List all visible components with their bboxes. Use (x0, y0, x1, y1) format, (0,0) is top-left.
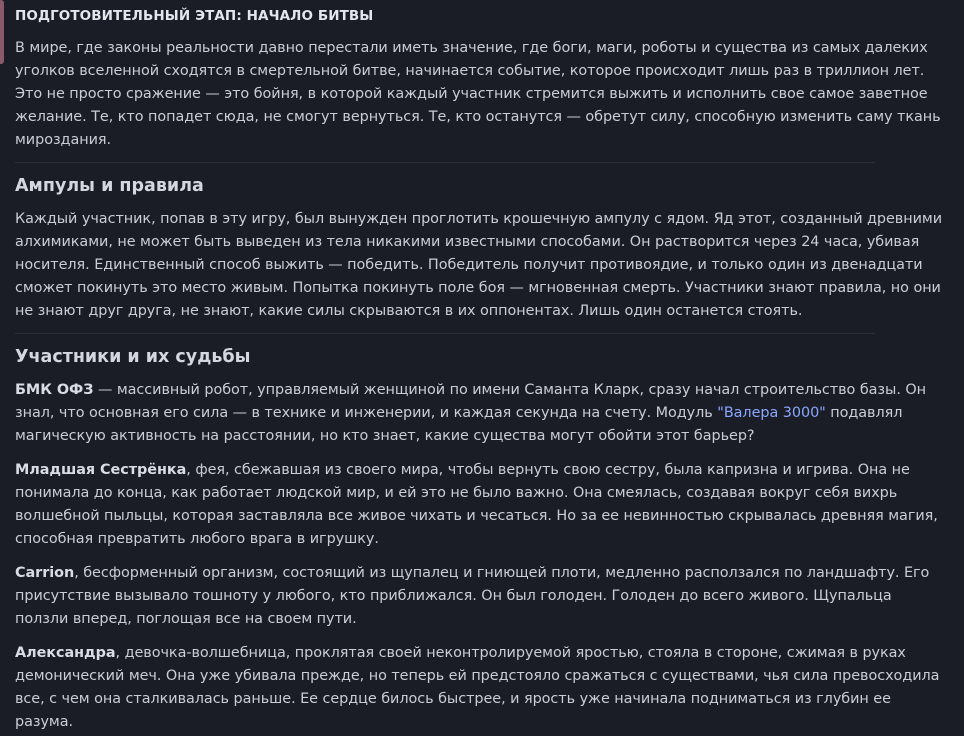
module-link[interactable]: "Валера 3000" (717, 405, 826, 421)
participant-text: , девочка-волшебница, проклятая своей неконтролируемой яростью, стояла в стороне, сжимая в руках демонический меч. Она уже убивала прежде, но теперь ей предстояло сражаться с существами, чья сила превосходила все, с чем она сталкивалась раньше. Ее сердце билось быстрее, и ярость уже начинала подниматься из глубин ее разума. (15, 645, 940, 730)
intro-title: ПОДГОТОВИТЕЛЬНЫЙ ЭТАП: НАЧАЛО БИТВЫ (15, 8, 374, 24)
participant-text: , фея, сбежавшая из своего мира, чтобы вернуть свою сестру, была капризна и игрива. Она не понимала до конца, как работает людской мир, и ей это не было важно. Она смеялась, создавая вокруг себя вихрь волшебной пыльцы, которая заставляла все живое чихать и чесаться. Но за ее невинностью скрывалась древняя магия, способная превратить любого врага в игрушку. (15, 462, 938, 547)
message-content (15, 6, 945, 736)
rules-heading: Ампулы и правила (15, 176, 204, 196)
participant-alexandra (15, 642, 945, 734)
message-accent-bar (0, 0, 4, 64)
participants-heading: Участники и их судьбы (15, 347, 251, 367)
participant-text: подавлял магическую активность на расстоянии, но кто знает, какие существа могут обойти этот барьер? (15, 405, 903, 444)
participant-name: БМК ОФЗ (15, 382, 94, 398)
participant-text: — массивный робот, управляемый женщиной по имени Саманта Кларк, сразу начал строительство базы. Он знал, что основная его сила — в технике и инженерии, и каждая секунда на счету. Модуль (15, 382, 927, 421)
intro-paragraph: В мире, где законы реальности давно перестали иметь значение, где боги, маги, роботы и существа из самых далеких уголков вселенной сходятся в смертельной битве, начинается событие, которое происходит лишь раз в триллион лет. Это не просто сражение — это бойня, в которой каждый участник стремится выжить и исполнить свое самое заветное желание. Те, кто попадет сюда, не смогут вернуться. Те, кто останутся — обретут силу, способную изменить саму ткань мироздания. (15, 40, 941, 148)
participant-text: , бесформенный организм, состоящий из щупалец и гниющей плоти, медленно расползался по ландшафту. Его присутствие вызывало тошноту у любого, кто приближался. Он был голоден. Голоден до всего живого. Щупальца ползли вперед, поглощая все на своем пути. (15, 565, 930, 627)
participant-carrion (15, 562, 945, 631)
rules-paragraph: Каждый участник, попав в эту игру, был вынужден проглотить крошечную ампулу с ядом. Яд этот, созданный древними алхимиками, не может быть выведен из тела никакими известными способами. Он растворится через 24 часа, убивая носителя. Единственный способ выжить — победить. Победитель получит противоядие, и только один из двенадцати сможет покинуть это место живым. Попытка покинуть поле боя — мгновенная смерть. Участники знают правила, но они не знают друг друга, не знают, какие силы скрываются в их оппонентах. Лишь один останется стоять. (15, 211, 943, 319)
divider (15, 333, 875, 334)
divider (15, 162, 875, 163)
participant-name: Младшая Сестрёнка (15, 462, 187, 478)
participant-bmk (15, 379, 945, 448)
participant-name: Carrion (15, 565, 75, 581)
participant-name: Александра (15, 645, 116, 661)
participant-sister (15, 459, 945, 551)
